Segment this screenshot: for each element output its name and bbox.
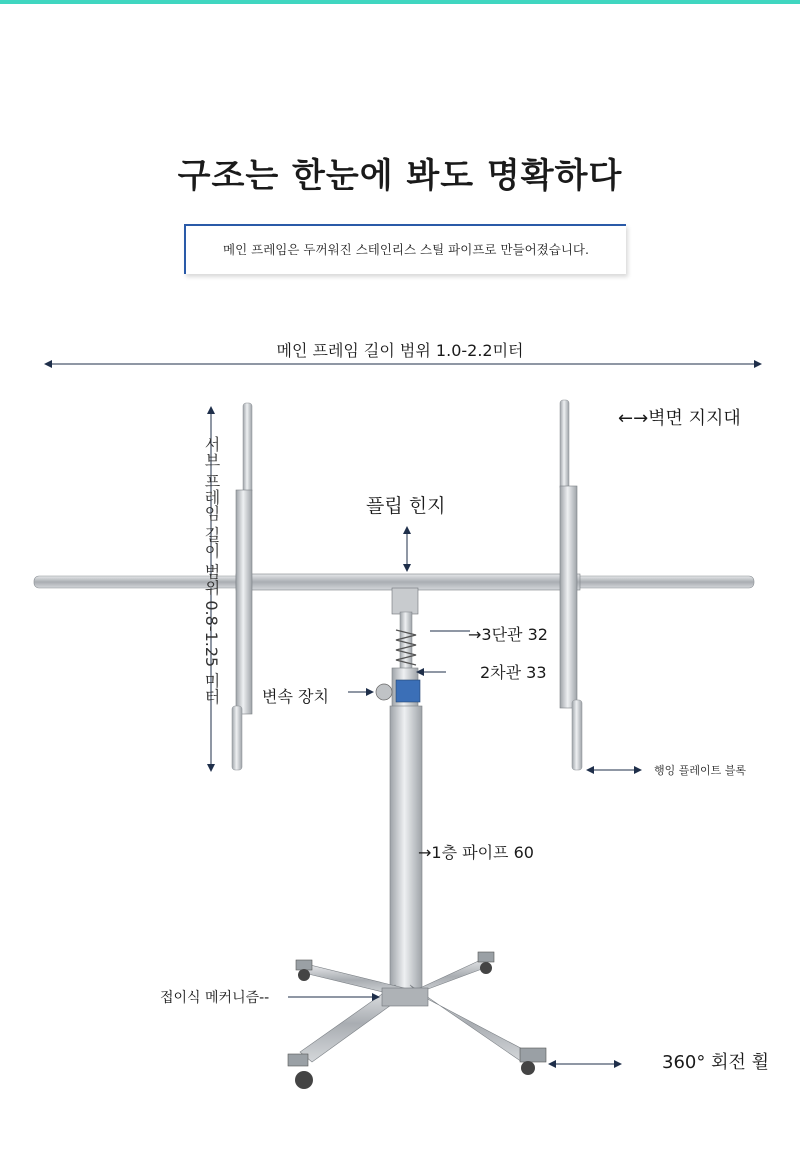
label-hanging-plate: 행잉 플레이트 블록 [654, 764, 747, 777]
label-first-pipe: →1층 파이프 60 [418, 843, 534, 862]
label-flip-hinge: 플립 힌지 [366, 495, 446, 517]
label-sub-frame-length: 서브 프레임 길이 범위 0.8-1.25 미터 [202, 436, 221, 705]
left-sub-main [236, 490, 252, 714]
label-speed-device: 변속 장치 [262, 687, 329, 706]
label-wall-support: ←→벽면 지지대 [618, 408, 741, 429]
right-sub-main [560, 486, 577, 708]
left-sub-bottom [232, 706, 242, 770]
speed-device-label [396, 680, 420, 702]
right-sub-top [560, 400, 569, 490]
main-bar-center [236, 574, 580, 590]
speed-knob [376, 684, 392, 700]
label-swivel-wheel: 360° 회전 휠 [662, 1052, 769, 1073]
left-sub-top [243, 403, 252, 493]
hinge-block [392, 588, 418, 614]
subtitle-text: 메인 프레임은 두꺼워진 스테인리스 스틸 파이프로 만들어졌습니다. [223, 242, 589, 257]
folding-hub [382, 988, 428, 1006]
label-second-tube: 2차관 33 [480, 663, 547, 682]
page-title: 구조는 한눈에 봐도 명확하다 [177, 156, 623, 196]
label-third-tube: →3단관 32 [468, 625, 548, 644]
right-sub-bottom [572, 700, 582, 770]
label-main-frame-length: 메인 프레임 길이 범위 1.0-2.2미터 [276, 341, 524, 360]
label-folding-mechanism: 접이식 메커니즘-- [160, 990, 270, 1006]
